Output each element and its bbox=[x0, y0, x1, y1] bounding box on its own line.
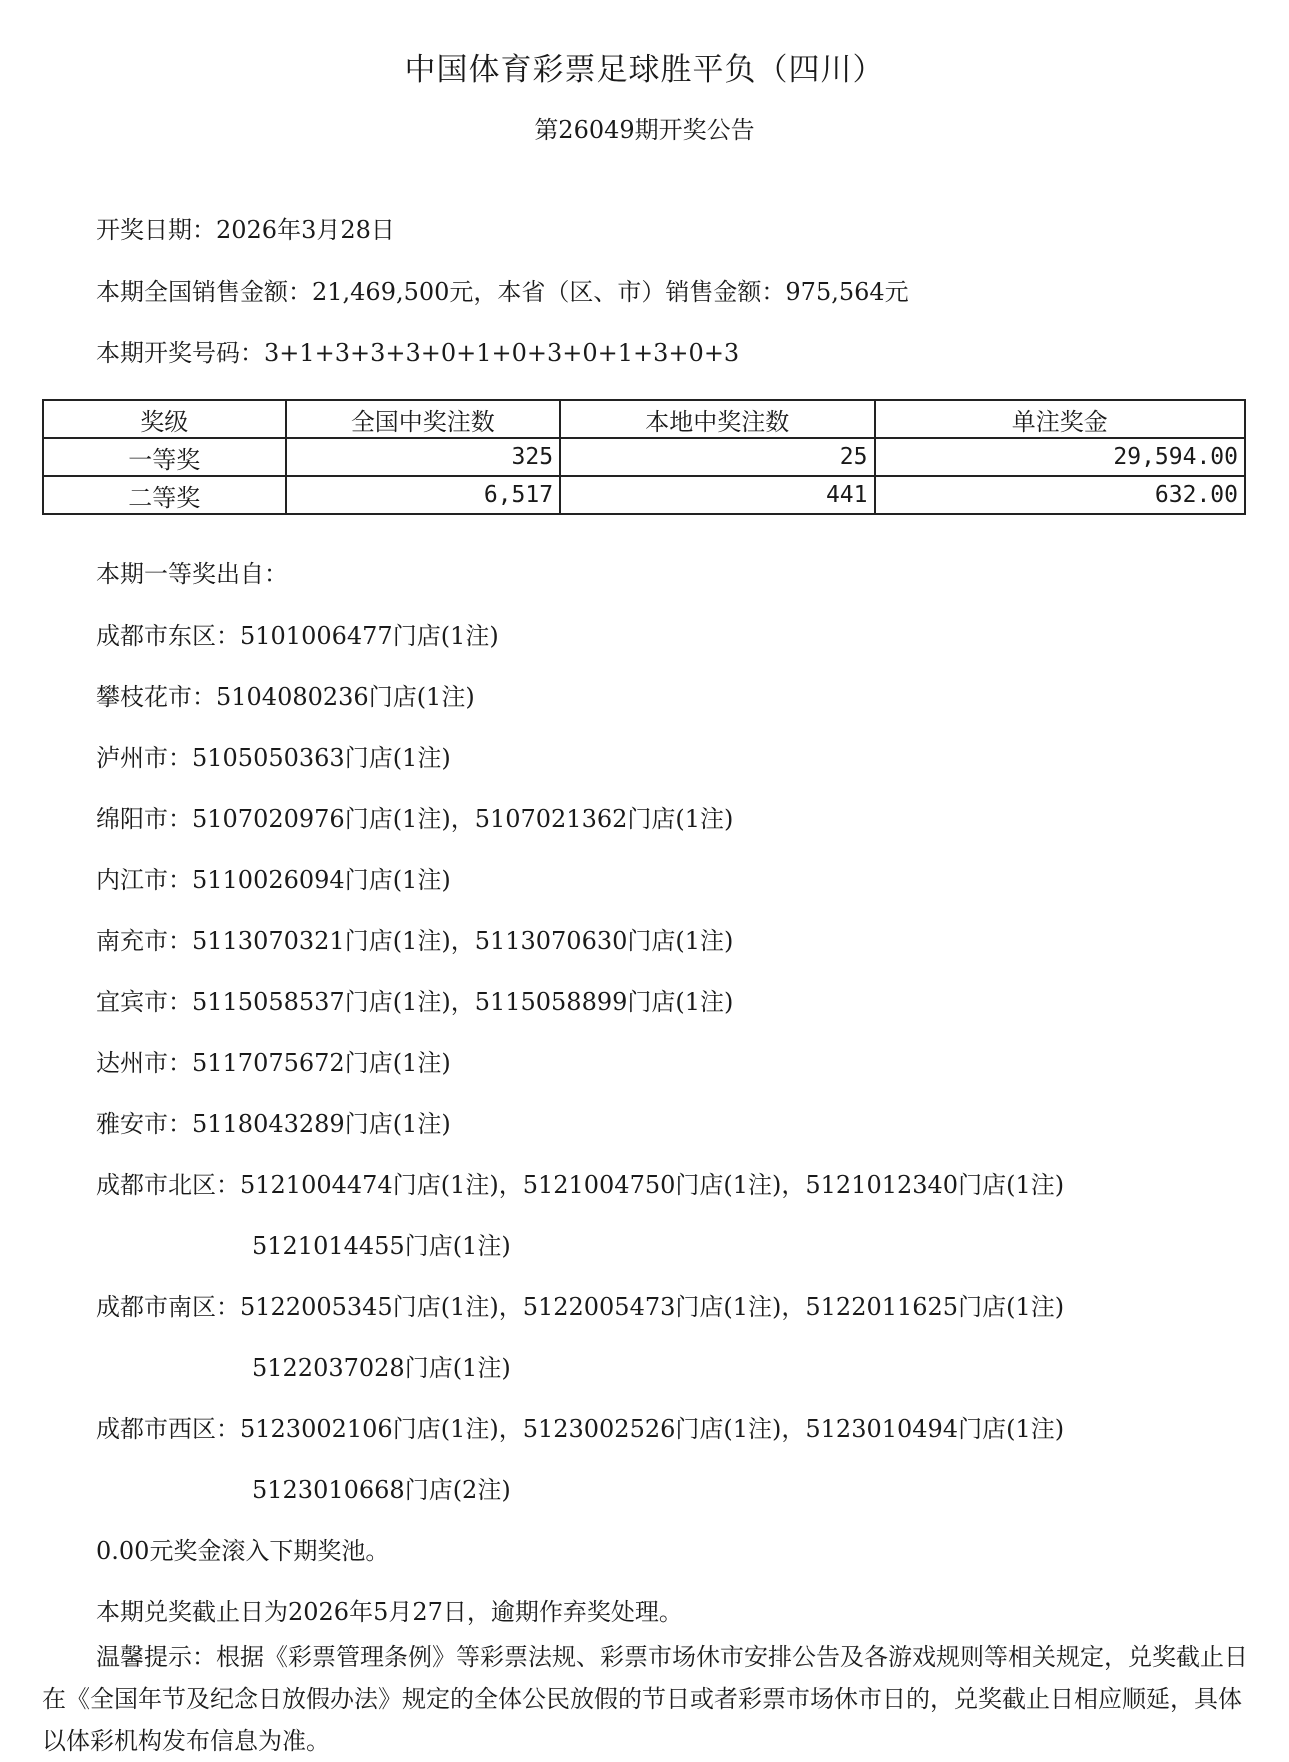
header-level: 奖级 bbox=[43, 400, 286, 438]
cell-national-count: 325 bbox=[286, 438, 561, 476]
issue-subtitle: 第26049期开奖公告 bbox=[534, 116, 755, 144]
draw-date: 开奖日期：2026年3月28日 bbox=[96, 216, 395, 244]
header-national-count: 全国中奖注数 bbox=[286, 400, 561, 438]
sales-amount: 本期全国销售金额：21,469,500元，本省（区、市）销售金额：975,564元 bbox=[96, 278, 909, 306]
rollover-note: 0.00元奖金滚入下期奖池。 bbox=[96, 1537, 390, 1565]
list-item: 宜宾市：5115058537门店(1注)，5115058899门店(1注) bbox=[96, 988, 734, 1016]
prize-table bbox=[42, 399, 1246, 515]
deadline-note: 本期兑奖截止日为2026年5月27日，逾期作弃奖处理。 bbox=[96, 1598, 683, 1626]
reminder-notice bbox=[42, 1636, 1252, 1762]
cell-local-count: 441 bbox=[560, 476, 874, 514]
notice-text: 温馨提示：根据《彩票管理条例》等彩票法规、彩票市场休市安排公告及各游戏规则等相关规定，兑奖截止日在《全国年节及纪念日放假办法》规定的全体公民放假的节日或者彩票市场休市日的，兑奖截止日相应顺延，具体以体彩机构发布信息为准。 bbox=[42, 1643, 1248, 1755]
list-item: 成都市西区：5123002106门店(1注)，5123002526门店(1注)，5123010494门店(1注) bbox=[96, 1415, 1065, 1443]
cell-level: 二等奖 bbox=[43, 476, 286, 514]
table-row bbox=[43, 476, 1245, 514]
winning-numbers: 本期开奖号码：3+1+3+3+3+0+1+0+3+0+1+3+0+3 bbox=[96, 339, 740, 367]
cell-prize-amount: 29,594.00 bbox=[875, 438, 1246, 476]
table-row bbox=[43, 438, 1245, 476]
page-title: 中国体育彩票足球胜平负（四川） bbox=[404, 52, 885, 88]
list-item: 绵阳市：5107020976门店(1注)，5107021362门店(1注) bbox=[96, 805, 734, 833]
list-item: 达州市：5117075672门店(1注) bbox=[96, 1049, 451, 1077]
list-item: 成都市北区：5121004474门店(1注)，5121004750门店(1注)，5121012340门店(1注) bbox=[96, 1171, 1065, 1199]
table-header-row bbox=[43, 400, 1245, 438]
list-item-continued: 5123010668门店(2注) bbox=[252, 1476, 511, 1504]
cell-level: 一等奖 bbox=[43, 438, 286, 476]
cell-prize-amount: 632.00 bbox=[875, 476, 1246, 514]
list-item: 雅安市：5118043289门店(1注) bbox=[96, 1110, 451, 1138]
list-item: 成都市南区：5122005345门店(1注)，5122005473门店(1注)，5122011625门店(1注) bbox=[96, 1293, 1065, 1321]
list-item-continued: 5121014455门店(1注) bbox=[252, 1232, 511, 1260]
winners-heading: 本期一等奖出自： bbox=[96, 560, 288, 588]
list-item: 南充市：5113070321门店(1注)，5113070630门店(1注) bbox=[96, 927, 734, 955]
header-prize-amount: 单注奖金 bbox=[875, 400, 1246, 438]
list-item: 成都市东区：5101006477门店(1注) bbox=[96, 622, 499, 650]
cell-local-count: 25 bbox=[560, 438, 874, 476]
cell-national-count: 6,517 bbox=[286, 476, 561, 514]
list-item: 泸州市：5105050363门店(1注) bbox=[96, 744, 451, 772]
list-item-continued: 5122037028门店(1注) bbox=[252, 1354, 511, 1382]
list-item: 攀枝花市：5104080236门店(1注) bbox=[96, 683, 475, 711]
list-item: 内江市：5110026094门店(1注) bbox=[96, 866, 451, 894]
header-local-count: 本地中奖注数 bbox=[560, 400, 874, 438]
